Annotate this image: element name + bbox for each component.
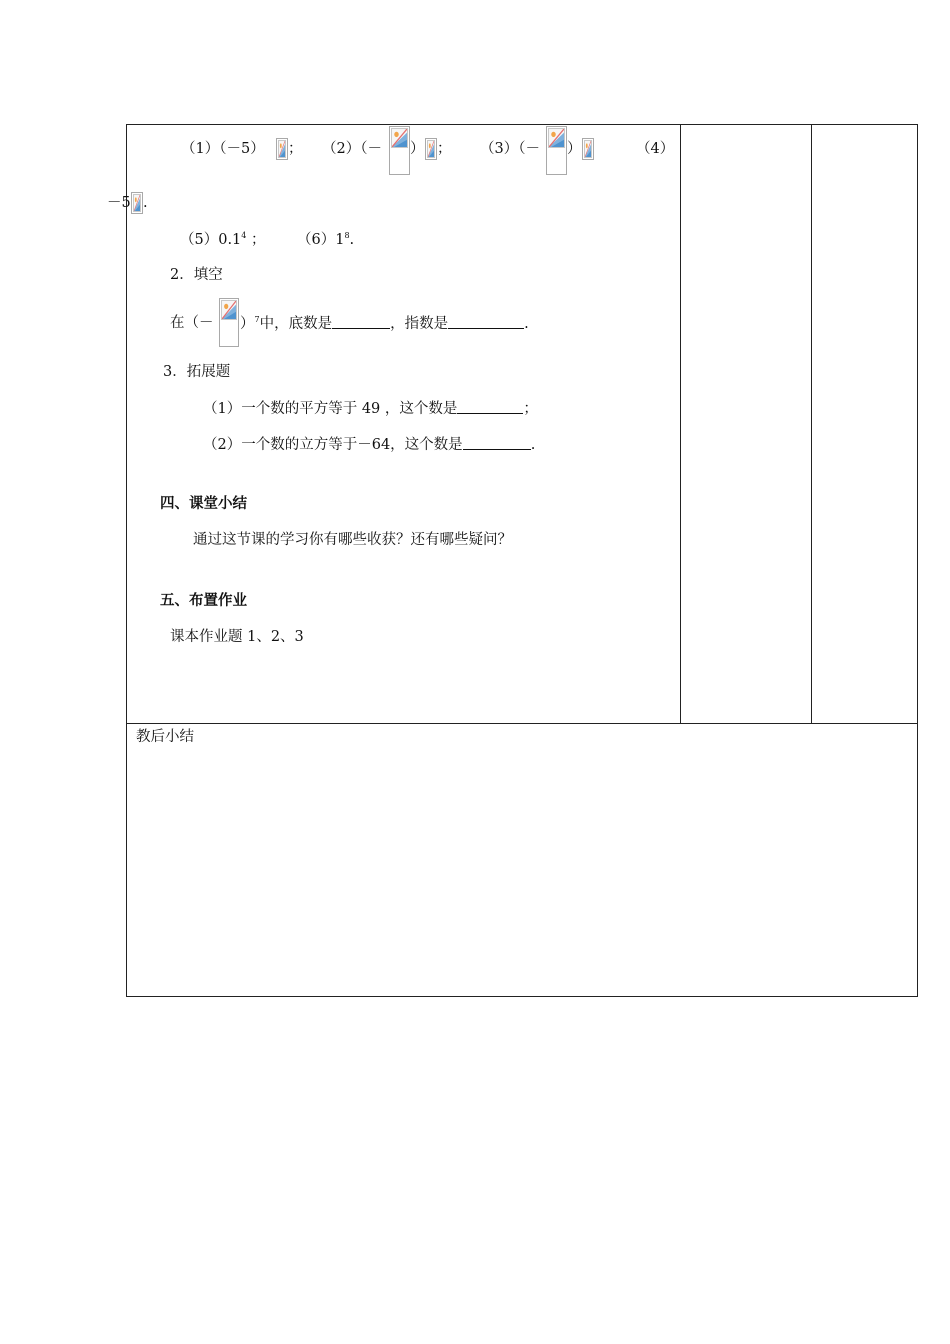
- table-column-divider-1: [680, 124, 681, 724]
- broken-image-icon: [131, 192, 143, 214]
- broken-image-icon: [389, 126, 410, 175]
- extension-heading: 3．拓展题: [163, 364, 231, 380]
- broken-image-icon: [425, 138, 437, 160]
- homework-text: 课本作业题 1、2、3: [170, 629, 304, 645]
- broken-image-icon: [582, 138, 594, 160]
- broken-image-icon: [276, 138, 288, 160]
- answer-blank: [448, 316, 524, 329]
- exercise-item-3-mid: ）: [567, 141, 582, 157]
- fill-blank-heading: 2．填空: [170, 267, 223, 283]
- fill-blank-pre: 在（－: [170, 315, 214, 331]
- exercise-item-1-label: （1）（－5）: [181, 141, 265, 157]
- broken-image-icon: [219, 298, 239, 347]
- table-border-left: [126, 124, 127, 997]
- table-border-top: [126, 124, 918, 125]
- table-border-bottom: [126, 996, 918, 997]
- exercise-item-4-label: （4）: [636, 141, 675, 157]
- fill-blank-question: ）$^7$中，底数是 ，指数是 .: [240, 315, 529, 332]
- exercise-item-5: $(5)0.1^4$ ；: [180, 231, 266, 248]
- answer-blank: [332, 316, 390, 329]
- exercise-item-1-end: ；: [288, 141, 303, 157]
- reflection-label: 教后小结: [136, 729, 194, 745]
- exercise-item-2-mid: ）: [410, 141, 425, 157]
- exercise-item-2-label: （2）（－: [322, 141, 382, 157]
- table-row-divider: [126, 723, 918, 724]
- broken-image-icon: [546, 126, 567, 175]
- table-border-right: [917, 124, 918, 997]
- answer-blank: [463, 437, 531, 450]
- exercise-item-4-continuation: －5: [107, 195, 131, 211]
- extension-question-1: （1）一个数的平方等于 49 ，这个数是 ；: [203, 401, 538, 417]
- exercise-item-4-end: .: [143, 195, 148, 211]
- exercise-item-2-end: ；: [437, 141, 452, 157]
- table-column-divider-2: [811, 124, 812, 724]
- homework-heading: 五、布置作业: [160, 593, 247, 609]
- summary-text: 通过这节课的学习你有哪些收获？还有哪些疑问？: [193, 532, 512, 548]
- answer-blank: [457, 401, 523, 414]
- exercise-item-6: $(6)1^8$.: [297, 231, 355, 248]
- extension-question-2: （2）一个数的立方等于－64，这个数是 .: [203, 437, 536, 453]
- exercise-item-3-label: （3）（－: [480, 141, 540, 157]
- summary-heading: 四、课堂小结: [160, 496, 247, 512]
